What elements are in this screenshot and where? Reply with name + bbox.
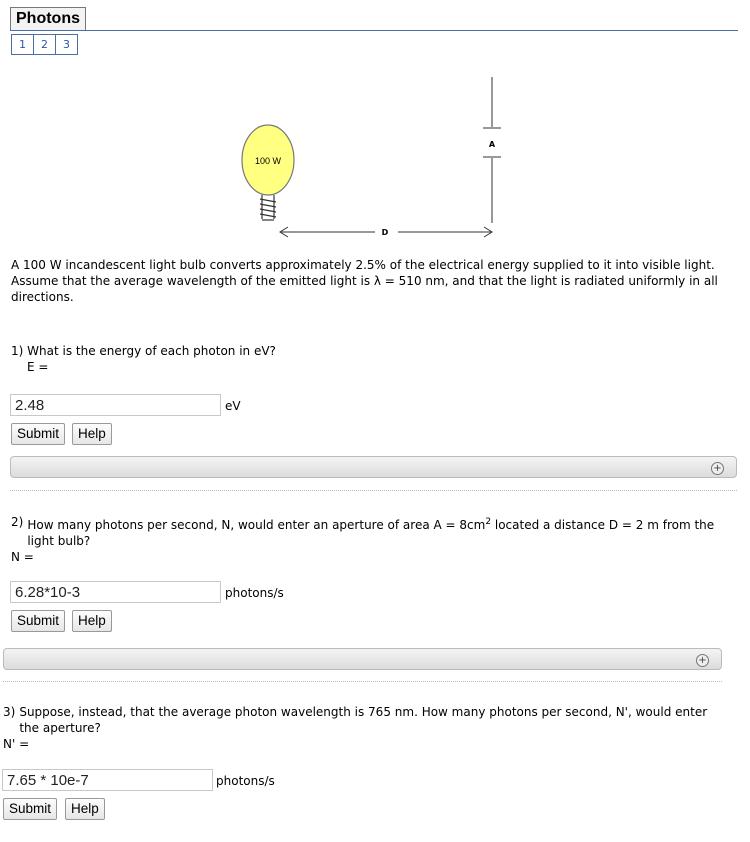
help-button-2[interactable]: Help xyxy=(72,610,112,632)
divider-2 xyxy=(3,681,722,682)
question-2-text xyxy=(27,514,738,549)
submit-button-3[interactable]: Submit xyxy=(3,798,57,820)
answer-1-unit: eV xyxy=(225,399,241,413)
answer-3-unit: photons/s xyxy=(216,774,275,788)
question-1-number: 1) xyxy=(11,344,24,358)
light-bulb-diagram xyxy=(240,75,510,245)
page-title: Photons xyxy=(10,7,86,30)
submit-button-2[interactable]: Submit xyxy=(11,610,65,632)
question-1 xyxy=(11,343,276,375)
hint-bar-2[interactable] xyxy=(3,648,722,670)
question-2-text-b: located a distance D = 2 m from the light bulb? xyxy=(27,518,715,548)
submit-button-1[interactable]: Submit xyxy=(11,423,65,445)
plus-circle-icon[interactable]: + xyxy=(696,654,709,667)
answer-2-input[interactable]: 6.28*10-3 xyxy=(10,581,221,603)
question-1-text: What is the energy of each photon in eV? xyxy=(27,344,276,358)
aperture-label-a: A xyxy=(488,140,496,149)
question-3-text: Suppose, instead, that the average photon wavelength is 765 nm. How many photons per second, N', would enter the aperture? xyxy=(19,705,708,735)
page-button-1[interactable]: 1 xyxy=(11,34,34,55)
bulb-label: 100 W xyxy=(254,156,282,166)
help-button-1[interactable]: Help xyxy=(72,423,112,445)
plus-circle-icon[interactable]: + xyxy=(711,462,724,475)
page-button-2[interactable]: 2 xyxy=(33,34,56,55)
question-2-text-a: How many photons per second, N, would enter an aperture of area A = 8cm xyxy=(27,518,486,532)
aperture-marker xyxy=(483,77,501,223)
page-button-3[interactable]: 3 xyxy=(55,34,78,55)
hint-bar-1[interactable] xyxy=(10,456,737,478)
answer-2-unit: photons/s xyxy=(225,586,284,600)
question-2 xyxy=(11,514,738,565)
question-2-text-sup: 2 xyxy=(485,517,492,527)
problem-statement: A 100 W incandescent light bulb converts approximately 2.5% of the electrical energy supplied to it into visible light. Assume that the average wavelength of the emitted light is λ = 510 nm, and that the light is radiated uniformly in all directions. xyxy=(11,258,718,304)
question-1-variable: E = xyxy=(27,360,49,374)
distance-label-d: D xyxy=(381,228,389,237)
title-rule xyxy=(10,30,738,31)
question-3-number: 3) xyxy=(3,705,16,719)
bulb-base xyxy=(260,195,276,220)
answer-1-input[interactable]: 2.48 xyxy=(10,394,221,416)
help-button-3[interactable]: Help xyxy=(65,798,105,820)
question-2-variable: N = xyxy=(11,550,34,564)
question-3-variable: N' = xyxy=(3,737,30,751)
page-navigation xyxy=(11,34,77,55)
answer-3-input[interactable]: 7.65 * 10e-7 xyxy=(2,769,213,791)
divider-1 xyxy=(10,490,737,491)
question-3 xyxy=(3,704,723,752)
question-2-number: 2) xyxy=(11,515,24,529)
